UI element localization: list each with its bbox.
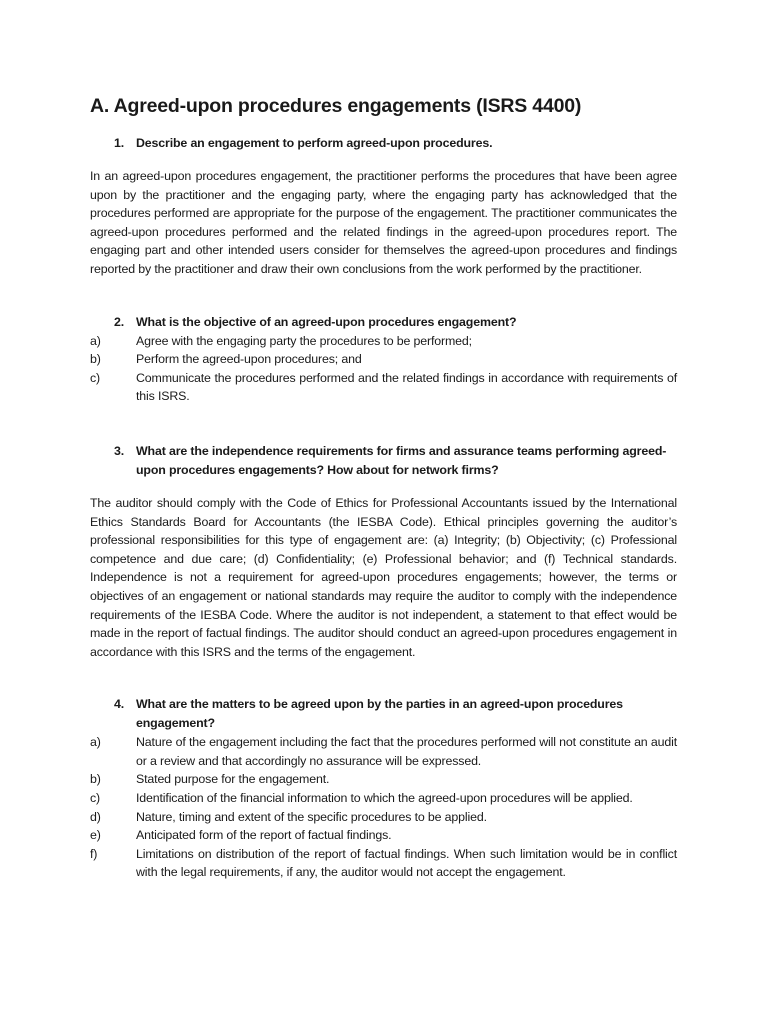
question-3-text: What are the independence requirements for firms and assurance teams performing agreed-upon procedures engagements? How about for network firms? — [136, 443, 667, 477]
objectives-list — [90, 332, 677, 406]
question-2-text: What is the objective of an agreed-upon procedures engagement? — [136, 314, 517, 329]
list-item — [90, 350, 677, 369]
list-item-text: Communicate the procedures performed and the related findings in accordance with requirements of this ISRS. — [136, 370, 677, 404]
list-item — [90, 808, 677, 827]
list-marker: c) — [90, 370, 101, 385]
document-page — [90, 94, 677, 882]
list-marker: b) — [90, 772, 101, 787]
question-4 — [90, 695, 677, 733]
section-title: A. Agreed-upon procedures engagements (ISRS 4400) — [90, 95, 582, 117]
list-marker: f) — [90, 846, 98, 861]
list-item-text: Nature of the engagement including the fact that the procedures performed will not constitute an audit or a review and that accordingly no assurance will be expressed. — [136, 735, 677, 768]
list-item — [90, 733, 677, 770]
list-item-text: Anticipated form of the report of factual findings. — [136, 828, 392, 843]
list-item — [90, 826, 677, 845]
question-2 — [90, 313, 677, 332]
list-item-text: Agree with the engaging party the procedures to be performed; — [136, 333, 472, 348]
question-4-text: What are the matters to be agreed upon by the parties in an agreed-upon procedures engagement? — [136, 697, 623, 731]
list-marker: a) — [90, 333, 101, 348]
question-4-number: 4. — [114, 697, 125, 712]
question-3 — [90, 442, 677, 480]
list-item-text: Limitations on distribution of the report of factual findings. When such limitation would be in conflict with the legal requirements, if any, the auditor would not accept the engagement. — [136, 846, 677, 880]
list-marker: b) — [90, 352, 101, 367]
list-item-text: Identification of the financial information to which the agreed-upon procedures will be applied. — [136, 791, 633, 806]
list-item — [90, 369, 677, 406]
question-1-text: Describe an engagement to perform agreed-upon procedures. — [136, 136, 493, 150]
matters-list — [90, 733, 677, 882]
list-item — [90, 845, 677, 882]
list-item-text: Nature, timing and extent of the specific procedures to be applied. — [136, 809, 487, 824]
list-item — [90, 789, 677, 808]
question-3-number: 3. — [114, 443, 125, 458]
list-marker: d) — [90, 809, 101, 824]
list-item — [90, 332, 677, 351]
question-1 — [90, 134, 677, 153]
answer-3: The auditor should comply with the Code of Ethics for Professional Accountants issued by the International Ethics Standards Board for Accountants (the IESBA Code). Ethical principles governing the auditor’s professional responsibilities for this type of engagement are: (a) Integrity; (b) Objectivity; (c) Professional competence and due care; (d) Confidentiality; (e) Professional behavior; and (f) Technical standards. Independence is not a requirement for agreed-upon procedures engagements; however, the terms or objectives of an engagement or national standards may require the auditor to comply with the independence requirements of the IESBA Code. Where the auditor is not independent, a statement to that effect would be made in the report of factual findings. The auditor should conduct an agreed-upon procedures engagement in accordance with this ISRS and the terms of the engagement. — [90, 495, 677, 659]
list-marker: c) — [90, 791, 101, 806]
answer-1: In an agreed-upon procedures engagement, the practitioner performs the procedures that have been agree upon by the practitioner and the engaging party, where the engaging party has acknowledged that the procedures performed are appropriate for the purpose of the engagement. The practitioner communicates the agreed-upon procedures performed and the related findings in the agreed-upon procedures report. The engaging part and other intended users consider for themselves the agreed-upon procedures and findings reported by the practitioner and draw their own conclusions from the work performed by the practitioner. — [90, 169, 677, 276]
list-marker: a) — [90, 735, 101, 750]
list-marker: e) — [90, 828, 101, 843]
list-item — [90, 770, 677, 789]
question-2-number: 2. — [114, 314, 125, 329]
list-item-text: Stated purpose for the engagement. — [136, 772, 330, 787]
list-item-text: Perform the agreed-upon procedures; and — [136, 352, 362, 367]
question-1-number: 1. — [114, 136, 125, 150]
